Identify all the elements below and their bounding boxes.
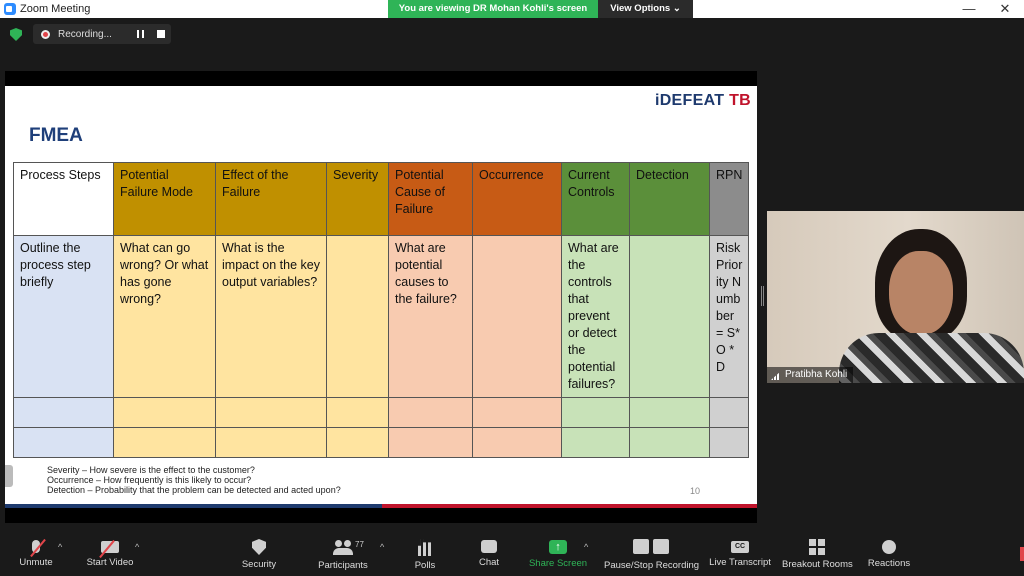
- body-cell: [327, 236, 389, 398]
- edge-indicator: [1020, 547, 1024, 561]
- header-cell: Detection: [630, 163, 710, 236]
- polls-button[interactable]: Polls: [410, 530, 440, 576]
- slide-notes: [47, 465, 341, 495]
- body-cell: What are potential causes to the failure?: [389, 236, 473, 398]
- chat-button[interactable]: Chat: [474, 530, 504, 576]
- window-title: Zoom Meeting: [20, 3, 91, 15]
- participants-button[interactable]: Participants: [314, 530, 372, 576]
- body-cell: What can go wrong? Or what has gone wrong?: [114, 236, 216, 398]
- slide-page-number: 10: [690, 486, 701, 496]
- viewing-banner: You are viewing DR Mohan Kohli's screen: [388, 0, 598, 18]
- share-screen-button[interactable]: ↑ Share Screen: [528, 541, 588, 569]
- zoom-app-icon: [4, 3, 16, 15]
- smiley-icon: [882, 540, 896, 554]
- chevron-down-icon: ⌄: [672, 3, 681, 14]
- body-cell: What are the controls that prevent or detect the potential failures?: [562, 236, 630, 398]
- slide-footer-stripe: [5, 504, 382, 508]
- body-cell: What is the impact on the key output variables?: [216, 236, 327, 398]
- stop-recording-icon[interactable]: [157, 30, 165, 38]
- note-line: Occurrence – How frequently is this likely to occur?: [47, 475, 252, 485]
- pause-stop-recording-button[interactable]: Pause/Stop Recording: [604, 530, 698, 576]
- header-cell: Potential Cause of Failure: [389, 163, 473, 236]
- body-cell: Risk Prior ity Numb ber = S*O *D: [710, 236, 749, 398]
- idefeat-tb-logo: iDEFEAT TB: [654, 92, 751, 109]
- participant-count-badge: 77: [355, 540, 364, 549]
- body-cell: [630, 236, 710, 398]
- meeting-toolbar: [0, 530, 1024, 576]
- breakout-rooms-icon: [809, 539, 825, 555]
- slide-heading: FMEA: [29, 125, 83, 146]
- security-button[interactable]: Security: [238, 530, 280, 576]
- fmea-table: [13, 162, 749, 458]
- chat-bubble-icon: [481, 540, 497, 553]
- body-cell: [473, 236, 562, 398]
- note-line: Detection – Probability that the problem can be detected and acted upon?: [47, 485, 341, 495]
- signal-bars-icon: [771, 371, 781, 380]
- note-line: Severity – How severe is the effect to the customer?: [47, 465, 255, 475]
- encryption-shield-icon[interactable]: [10, 28, 22, 41]
- pause-stop-icon: [633, 539, 669, 556]
- header-cell: Current Controls: [562, 163, 630, 236]
- fmea-blank-row: [14, 428, 749, 458]
- shield-icon: [252, 539, 266, 555]
- fmea-header-row: [14, 163, 749, 236]
- start-video-button[interactable]: Start Video: [82, 530, 138, 576]
- fmea-blank-row: [14, 398, 749, 428]
- slide-footer-stripe: [382, 504, 757, 508]
- reactions-button[interactable]: Reactions: [866, 530, 912, 576]
- video-options-chevron-icon[interactable]: ^: [135, 542, 140, 552]
- closed-caption-icon: CC: [731, 541, 749, 553]
- fmea-body-row: [14, 236, 749, 398]
- audio-options-chevron-icon[interactable]: ^: [58, 542, 63, 552]
- pause-recording-icon[interactable]: [137, 30, 144, 38]
- recording-indicator: [33, 24, 171, 44]
- header-cell: Potential Failure Mode: [114, 163, 216, 236]
- recording-label: Recording...: [58, 28, 112, 40]
- unmute-button[interactable]: Unmute: [12, 530, 60, 576]
- body-cell: Outline the process step briefly: [14, 236, 114, 398]
- close-button[interactable]: ✕: [999, 1, 1011, 16]
- header-cell: RPN: [710, 163, 749, 236]
- video-off-icon: [101, 541, 119, 553]
- participants-options-chevron-icon[interactable]: ^: [380, 542, 385, 552]
- bar-chart-icon: [418, 539, 432, 556]
- microphone-muted-icon: [32, 540, 40, 553]
- live-transcript-button[interactable]: CC Live Transcript: [709, 543, 771, 568]
- header-cell: Process Steps: [14, 163, 114, 236]
- side-panel-handle[interactable]: [5, 465, 13, 487]
- view-options-button[interactable]: [598, 0, 693, 18]
- participant-name-label: Pratibha Kohli: [767, 367, 853, 383]
- share-arrow-icon: ↑: [549, 540, 567, 554]
- participant-video-tile[interactable]: [767, 211, 1024, 383]
- share-options-chevron-icon[interactable]: ^: [584, 542, 589, 552]
- breakout-rooms-button[interactable]: Breakout Rooms: [782, 530, 852, 576]
- record-dot-icon: [41, 30, 50, 39]
- header-cell: Severity: [327, 163, 389, 236]
- presentation-slide: [5, 86, 757, 506]
- panel-splitter[interactable]: [761, 286, 764, 306]
- participants-icon: [333, 539, 353, 556]
- header-cell: Effect of the Failure: [216, 163, 327, 236]
- view-options-label: View Options: [610, 3, 671, 14]
- minimize-button[interactable]: —: [962, 1, 976, 16]
- header-cell: Occurrence: [473, 163, 562, 236]
